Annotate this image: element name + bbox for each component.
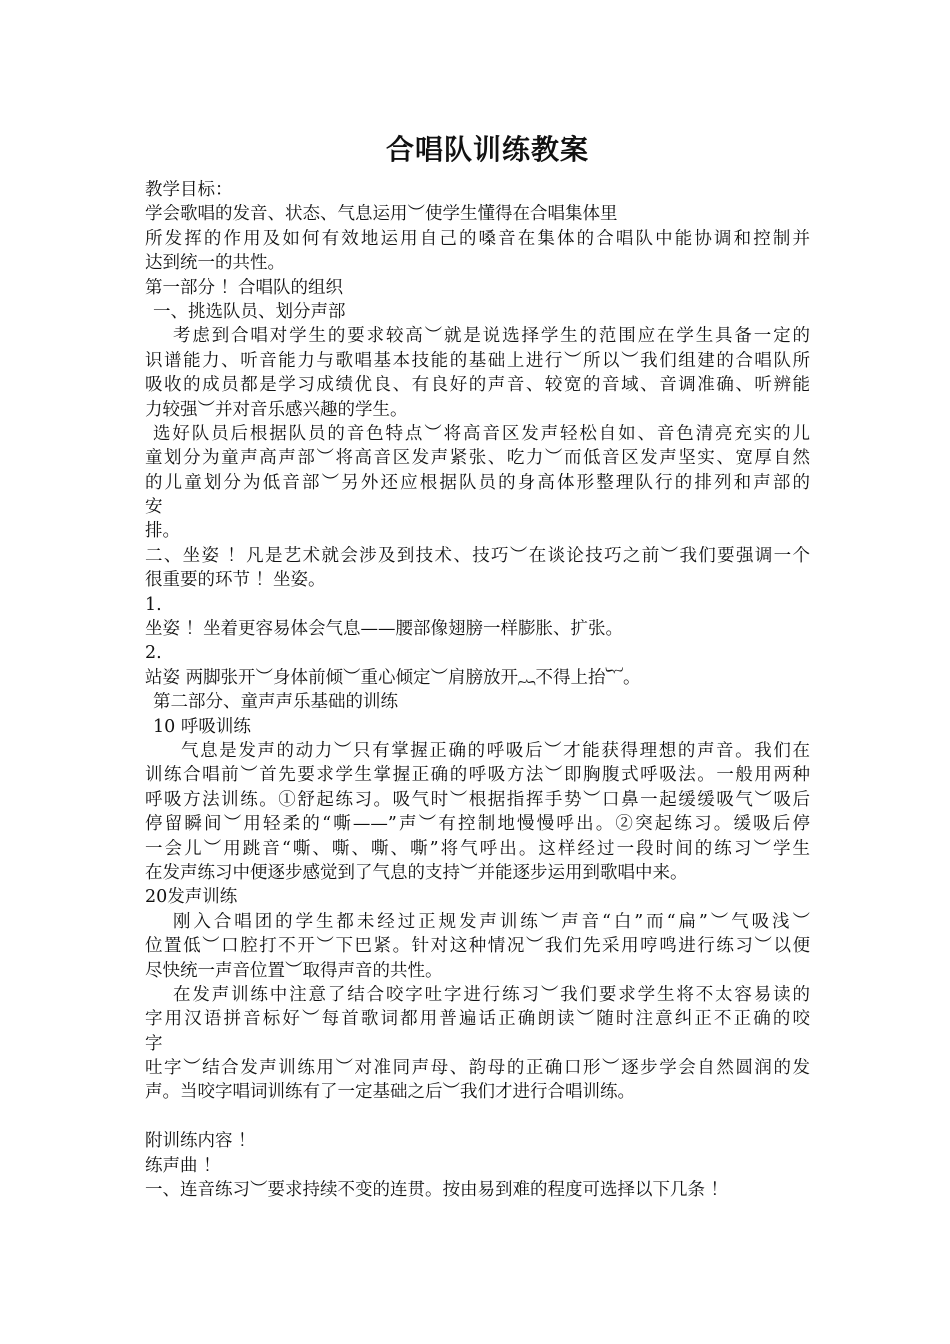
text-line: 学会歌唱的发音、状态、气息运用︶使学生懂得在合唱集体里 <box>145 204 618 225</box>
text-line: 10 呼吸训练 <box>153 716 251 737</box>
text-line: 字用汉语拼音标好︶每首歌词都用普遍话正确朗读︶随时注意纠正不正确的咬 <box>145 1009 810 1030</box>
text-line: 尽快统一声音位置︶取得声音的共性。 <box>145 960 443 981</box>
text-line: 识谱能力、听音能力与歌唱基本技能的基础上进行︶所以︶我们组建的合唱队所 <box>145 350 810 371</box>
document-title: 合唱队训练教案 <box>385 133 589 166</box>
text-line: 达到统一的共性。 <box>145 253 285 274</box>
text-line: 呼吸方法训练。①舒起练习。吸气时︶根据指挥手势︶口鼻一起缓缓吸气︶吸后 <box>145 789 810 810</box>
text-line: 气息是发声的动力︶只有掌握正确的呼吸后︶才能获得理想的声音。我们在 <box>181 740 810 761</box>
text-line: 吸收的成员都是学习成绩优良、有良好的声音、较宽的音域、音调准确、听辨能 <box>145 375 810 396</box>
text-line: 20发声训练 <box>145 887 238 908</box>
text-line: 声。当咬字唱词训练有了一定基础之后︶我们才进行合唱训练。 <box>145 1082 635 1103</box>
text-line: 安 <box>145 497 163 518</box>
text-line: 童划分为童声高声部︶将高音区发声紧张、吃力︶而低音区发声坚实、宽厚自然 <box>145 448 810 469</box>
text-line: 坐姿 ！坐着更容易体会气息——腰部像翅膀一样膨胀、扩张。 <box>145 619 624 640</box>
text-line: 站姿 两脚张开︶身体前倾︶重心倾定︶肩膀放开︷不得上抬︸。 <box>145 667 641 688</box>
text-line: 在发声练习中便逐步感觉到了气息的支持︶并能逐步运用到歌唱中来。 <box>145 862 688 883</box>
text-line: 位置低︶口腔打不开︶下巴紧。针对这种情况︶我们先采用哼鸣进行练习︶以便 <box>145 936 810 957</box>
text-line: 停留瞬间︶用轻柔的“嘶——”声︶有控制地慢慢呼出。②突起练习。缓吸后停 <box>145 814 810 835</box>
text-line: 练声曲 ！ <box>145 1155 221 1176</box>
text-line: 考虑到合唱对学生的要求较高︶就是说选择学生的范围应在学生具备一定的 <box>173 326 810 347</box>
text-line: 第二部分、童声声乐基础的训练 <box>153 692 398 713</box>
text-line: 所发挥的作用及如何有效地运用自己的嗓音在集体的合唱队中能协调和控制并 <box>145 228 810 249</box>
text-line: 附训练内容 ！ <box>145 1131 256 1152</box>
text-line: 选好队员后根据队员的音色特点︶将高音区发声轻松自如、音色清亮充实的儿 <box>153 423 810 444</box>
document-body <box>145 178 810 1202</box>
text-line: 力较强︶并对音乐感兴趣的学生。 <box>145 399 408 420</box>
text-line: 1. <box>145 594 162 615</box>
text-line: 的儿童划分为低音部︶另外还应根据队员的身高体形整理队行的排列和声部的 <box>145 472 810 493</box>
text-line: 吐字︶结合发声训练用︶对准同声母、韵母的正确口形︶逐步学会自然圆润的发 <box>145 1058 810 1079</box>
text-line: 刚入合唱团的学生都未经过正规发声训练︶声音“白”而“扁”︶气吸浅︶ <box>173 911 810 932</box>
text-line: 一、连音练习︶要求持续不变的连贯。按由易到难的程度可选择以下几条 ！ <box>145 1180 729 1201</box>
text-line: 二、坐姿 ！凡是艺术就会涉及到技术、技巧︶在谈论技巧之前︶我们要强调一个 <box>145 545 810 566</box>
text-line: 2. <box>145 643 162 664</box>
text-line: 字 <box>145 1033 163 1054</box>
text-line: 一、挑选队员、划分声部 <box>153 301 346 322</box>
text-line: 在发声训练中注意了结合咬字吐字进行练习︶我们要求学生将不太容易读的 <box>173 984 810 1005</box>
text-line: 训练合唱前︶首先要求学生掌握正确的呼吸方法︶即胸腹式呼吸法。一般用两种 <box>145 765 810 786</box>
text-line: 第一部分 ！合唱队的组织 <box>145 277 344 298</box>
text-line: 很重要的环节 ！坐姿。 <box>145 570 326 591</box>
blank-line <box>145 1105 810 1129</box>
text-line: 排。 <box>145 521 180 542</box>
text-line: 教学目标： <box>145 180 233 200</box>
text-line: 一会儿︶用跳音“嘶、嘶、嘶、嘶”将气呼出。这样经过一段时间的练习︶学生 <box>145 838 810 859</box>
